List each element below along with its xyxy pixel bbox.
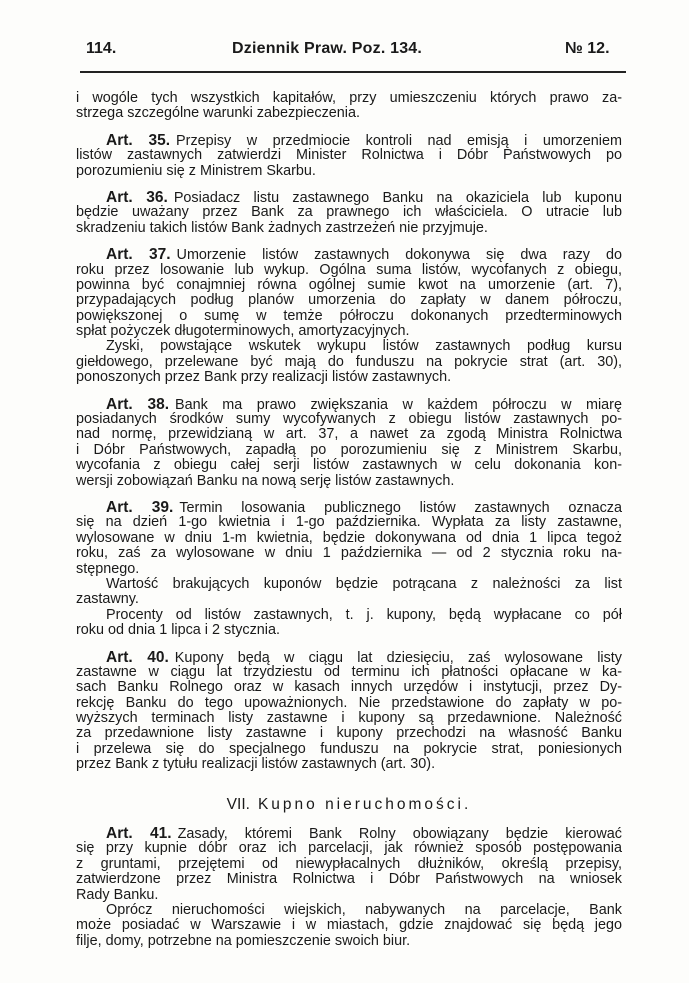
line-text: Oprócz nieruchomości wiejskich, nabywanych na parcelacje, Bank bbox=[106, 901, 622, 918]
text-line bbox=[76, 205, 622, 220]
text-line bbox=[76, 164, 622, 179]
line-text: powinna być conajmniej równa ogólnej sumie kwot na umorzenie (art. 7), bbox=[76, 276, 622, 293]
line-text: będzie uważany przez Bank za prawnego ich właściciela. O utracie lub bbox=[76, 204, 622, 221]
line-text: Umorzenie listów zastawnych dokonywa się dwa razy do bbox=[176, 247, 622, 264]
line-text: się na dzień 1-go kwietnia i 1-go października. Wypłata za listy zastawne, bbox=[76, 514, 622, 531]
line-text: filje, domy, potrzebne na pomieszczenie swoich biur. bbox=[76, 932, 411, 949]
article-label: Art. 38. bbox=[106, 395, 170, 413]
line-text: posiadanych środków sumy wycofywanych z obiegu listów zastawnych po- bbox=[76, 411, 622, 428]
line-text: Procenty od listów zastawnych, t. j. kupony, będą wypłacane co pół bbox=[106, 606, 622, 623]
text-line bbox=[76, 918, 622, 933]
section-number: VII. bbox=[226, 795, 250, 813]
text-line bbox=[76, 339, 622, 354]
text-line bbox=[76, 427, 622, 442]
line-text: Posiadacz listu zastawnego Banku na okaziciela lub kuponu bbox=[173, 189, 622, 206]
text-line bbox=[76, 106, 622, 121]
line-text: porozumieniu się z Ministrem Skarbu. bbox=[76, 162, 316, 179]
line-text: stępnego. bbox=[76, 560, 140, 577]
text-line bbox=[76, 650, 622, 665]
text-line bbox=[76, 458, 622, 473]
article-paragraph bbox=[76, 133, 622, 179]
text-line bbox=[76, 133, 622, 148]
text-line bbox=[76, 148, 622, 163]
text-line bbox=[76, 562, 622, 577]
text-line bbox=[76, 665, 622, 680]
text-line bbox=[76, 623, 622, 638]
paragraph bbox=[76, 577, 622, 608]
text-line bbox=[76, 324, 622, 339]
article-label: Art. 41. bbox=[106, 825, 172, 843]
line-text: się przy kupnie dóbr oraz ich parcelacji, jak również sposób postępowania bbox=[76, 840, 622, 857]
text-line bbox=[76, 903, 622, 918]
line-text: zastawny. bbox=[76, 591, 139, 608]
section-title: Kupno nieruchomości. bbox=[257, 795, 472, 813]
text-line bbox=[76, 515, 622, 530]
articles-section-before bbox=[76, 91, 622, 773]
text-line bbox=[76, 263, 622, 278]
text-line bbox=[76, 757, 622, 772]
text-line bbox=[76, 412, 622, 427]
text-line bbox=[76, 592, 622, 607]
article-label: Art. 40. bbox=[106, 648, 169, 666]
text-line bbox=[76, 278, 622, 293]
line-text: i przelewa się do specjalnego funduszu na pokrycie strat, poniesionych bbox=[76, 740, 622, 757]
line-text: nad normę, przewidzianą w art. 37, a nawet za zgodą Ministra Rolnictwa bbox=[76, 426, 622, 443]
paragraph bbox=[76, 339, 622, 385]
paragraph bbox=[76, 903, 622, 949]
text-line bbox=[76, 857, 622, 872]
article-label: Art. 39. bbox=[106, 498, 174, 516]
line-text: i wogóle tych wszystkich kapitałów, przy umieszczeniu których prawo za- bbox=[76, 90, 622, 106]
line-text: wyższych terminach listy zastawne i kupony są przedawnione. Należność bbox=[76, 710, 622, 727]
text-line bbox=[76, 726, 622, 741]
text-line bbox=[76, 888, 622, 903]
line-text: Zyski, powstające wskutek wykupu listów zastawnych podług kursu bbox=[106, 338, 622, 355]
article-label: Art. 36. bbox=[106, 188, 168, 206]
line-text: skradzeniu takich listów Bank żadnych zastrzeżeń nie przyjmuje. bbox=[76, 219, 488, 236]
text-line bbox=[76, 531, 622, 546]
page-number: 114. bbox=[86, 40, 117, 57]
text-line bbox=[76, 293, 622, 308]
line-text: zatwierdzone przez Ministra Rolnictwa i Dóbr Państwowych na wniosek bbox=[76, 871, 622, 888]
line-text: przez Bank z tytułu realizacji listów zastawnych (art. 30). bbox=[76, 756, 436, 773]
text-line bbox=[76, 546, 622, 561]
line-text: zastawne w ciągu lat trzydziestu od terminu ich płatności opłacane w ka- bbox=[76, 663, 622, 680]
line-text: ponoszonych przez Bank przy realizacji listów zastawnych. bbox=[76, 369, 452, 386]
article-paragraph bbox=[76, 190, 622, 236]
text-line bbox=[76, 742, 622, 757]
line-text: przypadających podług planów umorzenia do zapłaty w danem półroczu, bbox=[76, 292, 622, 309]
line-text: może posiadać w Warszawie i w miastach, gdzie znajdować się będą jego bbox=[76, 917, 622, 934]
text-line bbox=[76, 370, 622, 385]
article-label: Art. 37. bbox=[106, 246, 171, 264]
line-text: Przepisy w przedmiocie kontroli nad emisją i umorzeniem bbox=[176, 132, 622, 149]
text-line bbox=[76, 221, 622, 236]
header-rule bbox=[80, 71, 626, 73]
line-text: giełdowego, przelewane być mają do funduszu na pokrycie strat (art. 30), bbox=[76, 353, 622, 370]
text-line bbox=[76, 247, 622, 262]
line-text: roku przez losowanie lub wykup. Ogólna suma listów, wycofanych z obiegu, bbox=[76, 261, 622, 278]
line-text: wycofania z obiegu całej serji listów zastawnych w celu dokonania kon- bbox=[76, 457, 622, 474]
document-body bbox=[76, 91, 622, 949]
text-line bbox=[76, 500, 622, 515]
section-heading bbox=[76, 797, 622, 812]
line-text: Termin losowania publicznego listów zastawnych oznacza bbox=[179, 499, 622, 516]
line-text: listów zastawnych zatwierdzi Minister Rolnictwa i Dóbr Państwowych po bbox=[76, 147, 622, 164]
text-line bbox=[76, 91, 622, 106]
text-line bbox=[76, 608, 622, 623]
text-line bbox=[76, 474, 622, 489]
line-text: powiększonej o sumę w temże półroczu dokonanych przedterminowych bbox=[76, 307, 622, 324]
text-line bbox=[76, 872, 622, 887]
line-text: Kupony będą w ciągu lat dziesięciu, zaś wylosowane listy bbox=[174, 649, 622, 666]
line-text: z gruntami, przejętemi od niewypłacalnych dłużników, określą przepisy, bbox=[76, 855, 622, 872]
article-paragraph bbox=[76, 826, 622, 903]
line-text: sach Banku Rolnego oraz w kasach innych urzędów i instytucji, przez Dy- bbox=[76, 679, 622, 696]
line-text: spłat pożyczek długoterminowych, amortyzacyjnych. bbox=[76, 323, 410, 340]
article-label: Art. 35. bbox=[106, 131, 171, 149]
running-header bbox=[0, 40, 689, 62]
article-paragraph bbox=[76, 397, 622, 489]
text-line bbox=[76, 826, 622, 841]
article-paragraph bbox=[76, 247, 622, 339]
line-text: Zasady, któremi Bank Rolny obowiązany będzie kierować bbox=[177, 826, 622, 843]
line-text: Bank ma prawo zwiększania w każdem półroczu w miarę bbox=[175, 396, 622, 413]
text-line bbox=[76, 397, 622, 412]
text-line bbox=[76, 309, 622, 324]
journal-title: Dziennik Praw. Poz. 134. bbox=[232, 40, 423, 57]
line-text: roku, zaś za wylosowane w dniu 1 października — od 2 stycznia roku na- bbox=[76, 545, 622, 562]
line-text: wylosowane w dniu 1-m kwietnia, będzie dokonywana od dnia 1 lipca tegoż bbox=[76, 529, 622, 546]
articles-section-after bbox=[76, 826, 622, 949]
text-line bbox=[76, 696, 622, 711]
article-paragraph bbox=[76, 650, 622, 773]
line-text: i Dóbr Państwowych, zapadłą po porozumieniu się z Ministrem Skarbu, bbox=[76, 441, 622, 458]
text-line bbox=[76, 711, 622, 726]
text-line bbox=[76, 934, 622, 949]
paragraph bbox=[76, 608, 622, 639]
article-paragraph bbox=[76, 500, 622, 577]
issue-number: № 12. bbox=[565, 40, 610, 57]
line-text: wersji zobowiązań Banku na nową serję listów zastawnych. bbox=[76, 472, 455, 489]
line-text: Wartość brakujących kuponów będzie potrącana z należności za list bbox=[106, 575, 622, 592]
text-line bbox=[76, 841, 622, 856]
line-text: roku od dnia 1 lipca i 2 stycznia. bbox=[76, 622, 280, 639]
paragraph bbox=[76, 91, 622, 122]
line-text: za przedawnione listy zastawne i kupony przechodzi na własność Banku bbox=[76, 725, 622, 742]
line-text: rekcję Banku do tego upoważnionych. Nie przedstawione do zapłaty w po- bbox=[76, 694, 622, 711]
text-line bbox=[76, 443, 622, 458]
line-text: strzega szczególne warunki zabezpieczenia. bbox=[76, 105, 360, 122]
line-text: Rady Banku. bbox=[76, 886, 159, 903]
text-line bbox=[76, 190, 622, 205]
text-line bbox=[76, 680, 622, 695]
text-line bbox=[76, 577, 622, 592]
text-line bbox=[76, 355, 622, 370]
